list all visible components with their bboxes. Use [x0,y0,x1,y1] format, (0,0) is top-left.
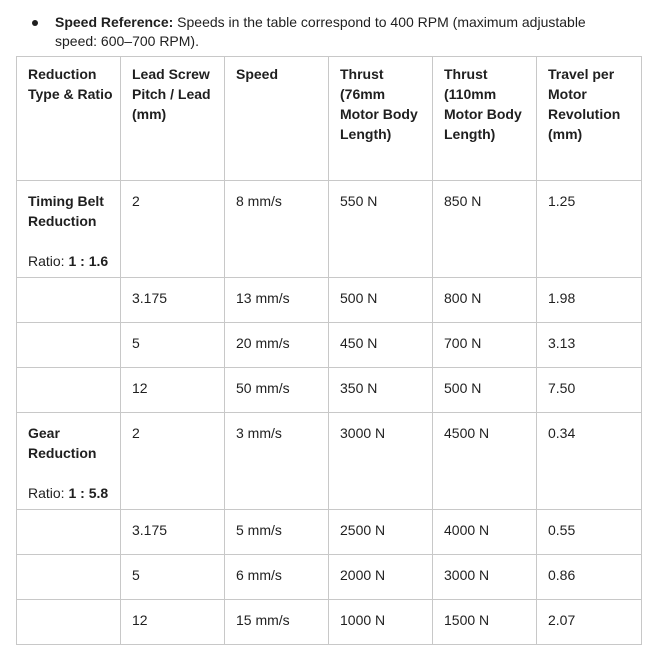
thrust-76-cell: 450 N [329,323,433,368]
speed-cell: 20 mm/s [225,323,329,368]
speed-cell: 6 mm/s [225,555,329,600]
travel-cell: 7.50 [537,368,642,413]
travel-cell: 0.55 [537,510,642,555]
thrust-76-cell: 500 N [329,278,433,323]
travel-cell: 3.13 [537,323,642,368]
travel-cell: 0.86 [537,555,642,600]
table-row [17,600,642,645]
table-row [17,555,642,600]
speed-reference-note [0,13,640,51]
pitch-cell: 3.175 [121,278,225,323]
pitch-cell: 12 [121,368,225,413]
pitch-cell: 5 [121,323,225,368]
speed-reference-text [55,13,630,51]
thrust-76-cell: 1000 N [329,600,433,645]
ratio-label: Ratio: [28,253,69,269]
thrust-110-cell: 850 N [433,181,537,278]
pitch-cell: 2 [121,413,225,510]
thrust-76-cell: 2500 N [329,510,433,555]
thrust-76-cell: 350 N [329,368,433,413]
header-reduction-type: Reduction Type & Ratio [17,57,121,181]
reduction-type-title: Gear Reduction [28,425,97,461]
reduction-ratio [28,251,114,271]
spec-table [16,56,642,645]
reduction-type-cell [17,323,121,368]
table-row [17,181,642,278]
pitch-cell: 2 [121,181,225,278]
thrust-110-cell: 500 N [433,368,537,413]
speed-cell: 8 mm/s [225,181,329,278]
header-thrust-76mm: Thrust (76mm Motor Body Length) [329,57,433,181]
travel-cell: 0.34 [537,413,642,510]
ratio-label: Ratio: [28,485,69,501]
thrust-110-cell: 1500 N [433,600,537,645]
speed-reference-body: Speeds in the table correspond to 400 RPM (maximum adjustable speed: 600–700 RPM). [55,14,586,49]
table-row [17,510,642,555]
table-row [17,413,642,510]
reduction-type-cell [17,413,121,510]
travel-cell: 1.98 [537,278,642,323]
header-travel-per-revolution: Travel per Motor Revolution (mm) [537,57,642,181]
table-row [17,278,642,323]
thrust-76-cell: 2000 N [329,555,433,600]
reduction-type-cell [17,181,121,278]
speed-cell: 5 mm/s [225,510,329,555]
header-lead-screw-pitch: Lead Screw Pitch / Lead (mm) [121,57,225,181]
bullet-dot-icon [32,20,38,26]
table-row [17,323,642,368]
travel-cell: 1.25 [537,181,642,278]
thrust-110-cell: 4000 N [433,510,537,555]
reduction-ratio [28,483,114,503]
pitch-cell: 5 [121,555,225,600]
thrust-110-cell: 4500 N [433,413,537,510]
thrust-76-cell: 3000 N [329,413,433,510]
thrust-110-cell: 800 N [433,278,537,323]
pitch-cell: 12 [121,600,225,645]
table-row [17,368,642,413]
pitch-cell: 3.175 [121,510,225,555]
ratio-value: 1 : 1.6 [68,253,109,269]
speed-cell: 13 mm/s [225,278,329,323]
reduction-type-cell [17,368,121,413]
reduction-type-cell [17,510,121,555]
speed-cell: 50 mm/s [225,368,329,413]
table-header-row [17,57,642,181]
reduction-type-title: Timing Belt Reduction [28,193,104,229]
travel-cell: 2.07 [537,600,642,645]
thrust-110-cell: 700 N [433,323,537,368]
speed-cell: 3 mm/s [225,413,329,510]
thrust-110-cell: 3000 N [433,555,537,600]
ratio-value: 1 : 5.8 [68,485,109,501]
speed-cell: 15 mm/s [225,600,329,645]
header-thrust-110mm: Thrust (110mm Motor Body Length) [433,57,537,181]
speed-reference-label: Speed Reference: [55,14,174,30]
reduction-type-cell [17,555,121,600]
reduction-type-cell [17,278,121,323]
reduction-type-cell [17,600,121,645]
thrust-76-cell: 550 N [329,181,433,278]
header-speed: Speed [225,57,329,181]
